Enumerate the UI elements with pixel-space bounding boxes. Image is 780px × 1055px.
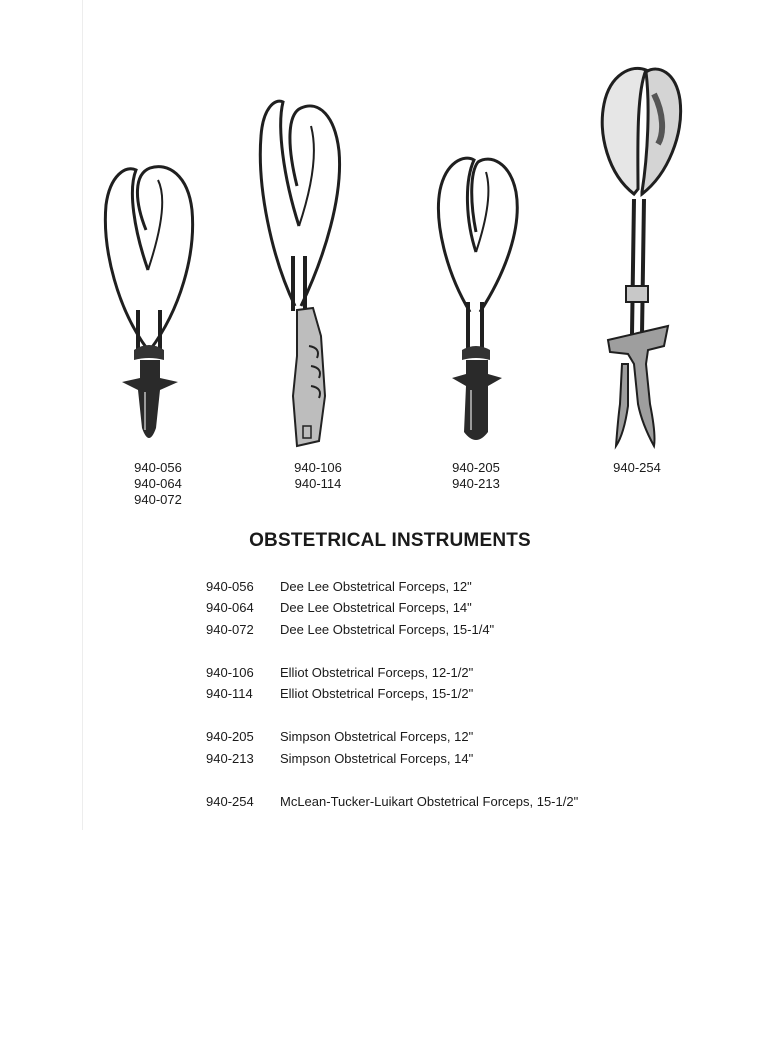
image-code: 940-213 [452,476,500,491]
image-code: 940-254 [613,460,661,475]
scan-edge-line [82,0,83,830]
catalog-code: 940-114 [206,686,253,701]
page-title: OBSTETRICAL INSTRUMENTS [249,530,531,551]
elliot-forceps-image [253,96,347,452]
catalog-code: 940-205 [206,729,254,744]
catalog-description: McLean-Tucker-Luikart Obstetrical Forceps, 15-1/2" [280,794,579,809]
simpson-forceps-image [430,152,524,450]
catalog-row [206,578,472,596]
catalog-code: 940-213 [206,751,254,766]
mclean-tucker-luikart-forceps-image [598,64,686,454]
catalog-row [206,728,473,746]
catalog-code: 940-106 [206,665,254,680]
dee-lee-codes [113,460,203,508]
catalog-row [206,664,473,682]
catalog-description: Dee Lee Obstetrical Forceps, 14" [280,600,472,615]
image-code: 940-114 [294,476,342,491]
image-code: 940-205 [452,460,500,475]
catalog-code: 940-056 [206,579,254,594]
image-code: 940-056 [134,460,182,475]
catalog-code: 940-064 [206,600,254,615]
catalog-description: Dee Lee Obstetrical Forceps, 15-1/4" [280,622,495,637]
dee-lee-forceps-image [98,160,200,452]
catalog-description: Simpson Obstetrical Forceps, 12" [280,729,474,744]
mclean-codes [592,460,682,476]
catalog-description: Simpson Obstetrical Forceps, 14" [280,751,474,766]
image-code: 940-072 [134,492,182,507]
catalog-row [206,793,578,811]
elliot-codes [273,460,363,492]
catalog-code: 940-072 [206,622,254,637]
catalog-row [206,750,473,768]
catalog-code: 940-254 [206,794,254,809]
catalog-description: Elliot Obstetrical Forceps, 12-1/2" [280,665,474,680]
catalog-description: Elliot Obstetrical Forceps, 15-1/2" [280,686,474,701]
catalog-row [206,685,473,703]
simpson-codes [431,460,521,492]
catalog-description: Dee Lee Obstetrical Forceps, 12" [280,579,472,594]
image-code: 940-064 [134,476,182,491]
catalog-row [206,599,472,617]
image-code: 940-106 [294,460,342,475]
catalog-row [206,621,494,639]
